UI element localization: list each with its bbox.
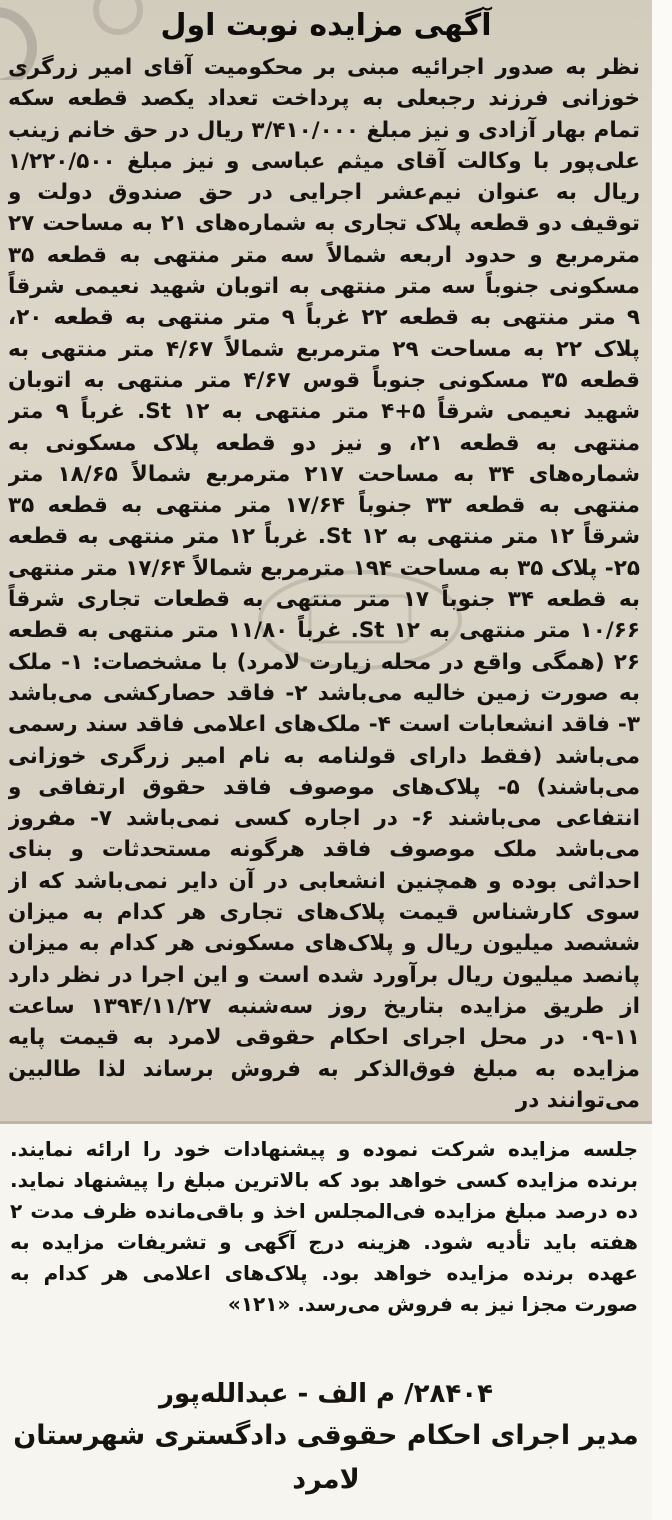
notice-body-continuation: جلسه مزایده شرکت نموده و پیشنهادات خود را ارائه نمایند. برنده مزایده کسی خواهد بود که بالاترین مبلغ را پیشنهاد نماید. ده درصد مبلغ مزایده فی‌المجلس اخذ و باقی‌مانده ظرف مدت ۲ هفته باید تأدیه شود. هزینه درج آگهی و تشریفات مزایده به عهده برنده مزایده خواهد بود. پلاک‌های اعلامی هر کدام به صورت مجزا نیز به فروش می‌رسد. «۱۲۱» <box>10 1137 638 1316</box>
signature-city: لامرد <box>292 1464 360 1495</box>
fold-divider <box>0 1121 652 1124</box>
notice-body-paragraph: نظر به صدور اجرائیه مبنی بر محکومیت آقای امیر زرگری خوزانی فرزند رجبعلی به پرداخت تعداد یکصد قطعه سکه تمام بهار آزادی و نیز مبلغ ۳/۴۱۰/۰۰۰ ریال در حق خانم زینب علی‌پور با وکالت آقای میثم عباسی و نیز مبلغ ۱/۲۲۰/۵۰۰ ریال به عنوان نیم‌عشر اجرایی در حق صندوق دولت و توقیف دو قطعه پلاک تجاری به شماره‌های ۲۱ به مساحت ۲۷ مترمربع و حدود اربعه شمالاً سه متر منتهی به قطعه ۳۵ مسکونی جنوباً سه متر منتهی به اتوبان شهید نعیمی شرقاً ۹ متر منتهی به قطعه ۲۲ غرباً ۹ متر منتهی به قطعه ۲۰، پلاک ۲۲ به مساحت ۲۹ مترمربع شمالاً ۴/۶۷ متر منتهی به قطعه ۳۵ مسکونی جنوباً قوس ۴/۶۷ متر منتهی به اتوبان شهید نعیمی شرقاً ۵+۴ متر منتهی به St ۱۲. غرباً ۹ متر منتهی به قطعه ۲۱، و نیز دو قطعه پلاک مسکونی به شماره‌های ۳۴ به مساحت ۲۱۷ مترمربع شمالاً ۱۸/۶۵ متر منتهی به قطعه ۳۳ جنوباً ۱۷/۶۴ متر منتهی به قطعه ۳۵ شرقاً ۱۲ متر منتهی به St ۱۲. غرباً ۱۲ متر منتهی به قطعه ۲۵- پلاک ۳۵ به مساحت ۱۹۴ مترمربع شمالاً ۱۷/۶۴ متر منتهی به قطعه ۳۴ جنوباً ۱۷ متر منتهی به قطعات تجاری شرقاً ۱۰/۶۶ متر منتهی به St ۱۲. غرباً ۱۱/۸۰ متر منتهی به قطعه ۲۶ (همگی واقع در محله زیارت لامرد) با مشخصات: ۱- ملک به صورت زمین خالیه می‌باشد ۲- فاقد حصارکشی می‌باشد ۳- فاقد انشعابات است ۴- ملک‌های اعلامی فاقد سند رسمی می‌باشد (فقط دارای قولنامه به نام امیر زرگری خوزانی می‌باشند) ۵- پلاک‌های موصوف فاقد حقوق ارتفاقی و انتفاعی می‌باشند ۶- در اجاره کسی نمی‌باشد ۷- مفروز می‌باشد ملک موصوف فاقد هرگونه مستحدثات و بنای احداثی بوده و همچنین انشعابی در آن دایر نمی‌باشد که از سوی کارشناس قیمت پلاک‌های تجاری هر کدام به میزان ششصد میلیون ریال و پلاک‌های مسکونی هر کدام به میزان پانصد میلیون ریال برآورد شده است و این اجرا در نظر دارد از طریق مزایده بتاریخ روز سه‌شنبه ۱۳۹۴/۱۱/۲۷ ساعت ۱۱-۰۹ در محل اجرای احکام حقوقی لامرد به قیمت پایه مزایده به مبلغ فوق‌الذکر به فروش برساند لذا طالبین می‌توانند در <box>8 55 640 1113</box>
signature-reference: ۲۸۴۰۴/ م الف - عبدالله‌پور <box>158 1379 494 1409</box>
notice-title: آگهی مزایده نوبت اول <box>160 8 492 43</box>
page-margin <box>652 0 672 1520</box>
signature-title: مدیر اجرای احکام حقوقی دادگستری شهرستان <box>13 1420 639 1451</box>
